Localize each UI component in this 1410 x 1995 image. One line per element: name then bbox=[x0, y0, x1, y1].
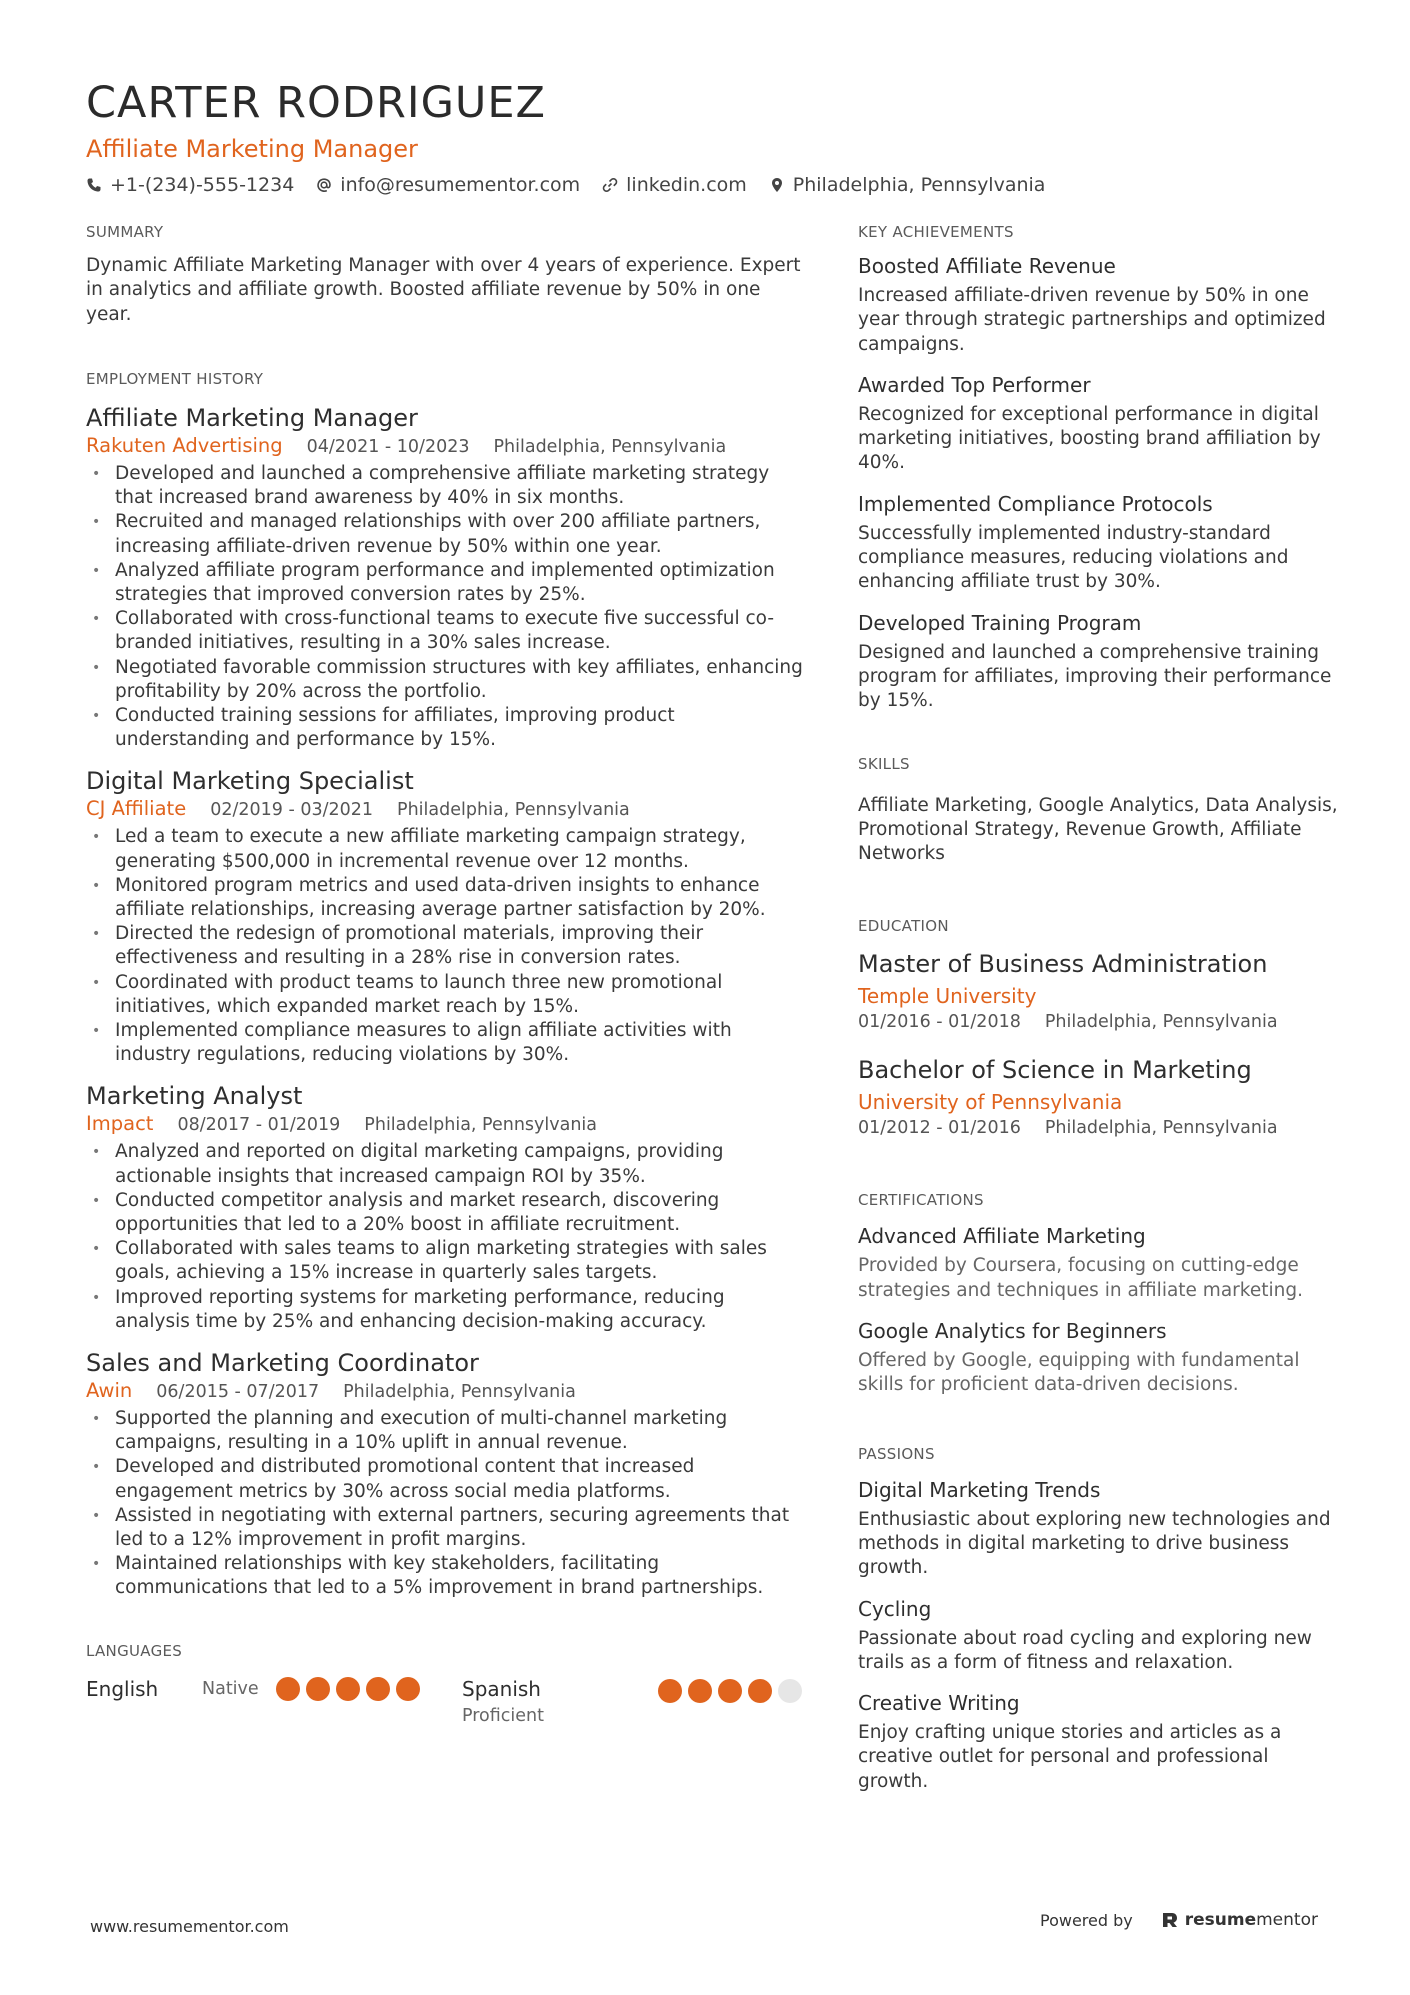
achievement-title: Boosted Affiliate Revenue bbox=[858, 254, 1116, 278]
job-company: Awin bbox=[86, 1378, 133, 1402]
job-dates: 02/2019 - 03/2021 bbox=[210, 800, 374, 821]
achievement-item bbox=[858, 371, 1338, 476]
job-meta bbox=[86, 1111, 804, 1138]
education-item bbox=[858, 1054, 1338, 1140]
education-meta bbox=[858, 1116, 1338, 1140]
language-rating bbox=[658, 1679, 802, 1729]
job-location: Philadelphia, Pennsylvania bbox=[343, 1381, 576, 1402]
rating-dot-empty bbox=[778, 1679, 802, 1703]
job-bullet: • Collaborated with cross-functional teams to execute five successful co-branded initiatives, resulting in a 30% sales increase. bbox=[86, 607, 804, 655]
contact-email[interactable] bbox=[316, 172, 580, 198]
achievement-desc: Recognized for exceptional performance in digital marketing initiatives, boosting brand affiliation by 40%. bbox=[858, 403, 1321, 474]
rating-dot-filled bbox=[748, 1679, 772, 1703]
education-degree: Master of Business Administration bbox=[858, 950, 1268, 979]
achievement-desc: Designed and launched a comprehensive training program for affiliates, improving their performance by 15%. bbox=[858, 641, 1332, 712]
language-rating bbox=[276, 1677, 420, 1703]
job-bullet: • Maintained relationships with key stakeholders, facilitating communications that led to a 5% improvement in brand partnerships. bbox=[86, 1552, 804, 1600]
rating-dot-filled bbox=[718, 1679, 742, 1703]
job-meta bbox=[86, 796, 804, 823]
job-entry bbox=[86, 766, 804, 1067]
passion-item bbox=[858, 1476, 1338, 1581]
passion-item bbox=[858, 1595, 1338, 1676]
skills-text: Affiliate Marketing, Google Analytics, Data Analysis, Promotional Strategy, Revenue Growth, Affiliate Networks bbox=[858, 794, 1338, 865]
job-bullet: • Led a team to execute a new affiliate marketing campaign strategy, generating $500,000 in incremental revenue over 12 months. bbox=[86, 825, 804, 873]
job-bullet: • Improved reporting systems for marketing performance, reducing analysis time by 25% and enhancing decision-making accuracy. bbox=[86, 1286, 804, 1334]
candidate-title: Affiliate Marketing Manager bbox=[86, 135, 418, 163]
passion-title: Cycling bbox=[858, 1596, 932, 1621]
job-bullet: • Assisted in negotiating with external partners, securing agreements that led to a 12% improvement in profit margins. bbox=[86, 1504, 804, 1552]
brand-name-bold: resume bbox=[1184, 1910, 1257, 1930]
education-school: University of Pennsylvania bbox=[858, 1090, 1123, 1115]
job-bullet: • Conducted training sessions for affiliates, improving product understanding and performance by 15%. bbox=[86, 704, 804, 752]
rating-dot-filled bbox=[276, 1677, 300, 1701]
achievement-title: Awarded Top Performer bbox=[858, 372, 1091, 397]
contact-linkedin-text: linkedin.com bbox=[626, 174, 747, 196]
passions-heading: PASSIONS bbox=[858, 1444, 935, 1463]
contact-list bbox=[86, 172, 1326, 198]
job-bullet: • Developed and distributed promotional content that increased engagement metrics by 30% across social media platforms. bbox=[86, 1455, 804, 1503]
summary-heading: SUMMARY bbox=[86, 223, 164, 241]
certifications-heading: CERTIFICATIONS bbox=[858, 1191, 984, 1210]
contact-location-text: Philadelphia, Pennsylvania bbox=[792, 174, 1046, 196]
job-entry bbox=[86, 1348, 804, 1601]
education-heading: EDUCATION bbox=[858, 917, 949, 936]
language-level: Native bbox=[202, 1678, 259, 1699]
job-bullet: • Negotiated favorable commission structures with key affiliates, enhancing profitability by 20% across the portfolio. bbox=[86, 656, 804, 704]
brand-name-light: mentor bbox=[1256, 1910, 1318, 1930]
summary-text: Dynamic Affiliate Marketing Manager with over 4 years of experience. Expert in analytics and affiliate growth. Boosted affiliate revenue by 50% in one year. bbox=[86, 255, 801, 325]
education-item bbox=[858, 948, 1338, 1034]
achievement-title: Developed Training Program bbox=[858, 610, 1142, 635]
job-meta bbox=[86, 1378, 804, 1405]
passion-desc: Passionate about road cycling and exploring new trails as a form of fitness and relaxation. bbox=[858, 1627, 1312, 1673]
certification-title: Google Analytics for Beginners bbox=[858, 1319, 1167, 1344]
rating-dot-filled bbox=[306, 1677, 330, 1701]
passion-title: Creative Writing bbox=[858, 1691, 1020, 1716]
achievement-desc: Successfully implemented industry-standard compliance measures, reducing violations and enhancing affiliate trust by 30%. bbox=[858, 522, 1289, 593]
resume-header bbox=[86, 76, 1326, 198]
job-bullets bbox=[86, 462, 804, 752]
job-bullet: • Directed the redesign of promotional materials, improving their effectiveness and resulting in a 28% rise in conversion rates. bbox=[86, 922, 804, 970]
left-column bbox=[86, 222, 804, 1729]
job-entry bbox=[86, 1081, 804, 1334]
job-title: Digital Marketing Specialist bbox=[86, 767, 414, 796]
achievement-desc: Increased affiliate-driven revenue by 50% in one year through strategic partnerships and optimized campaigns. bbox=[858, 285, 1326, 355]
education-degree: Bachelor of Science in Marketing bbox=[858, 1056, 1252, 1085]
contact-email-text: info@resumementor.com bbox=[340, 174, 581, 196]
job-bullet: • Developed and launched a comprehensive affiliate marketing strategy that increased brand awareness by 40% in six months. bbox=[86, 462, 804, 510]
rating-dot-filled bbox=[366, 1677, 390, 1701]
right-column bbox=[858, 222, 1338, 1794]
passion-desc: Enthusiastic about exploring new technologies and methods in digital marketing to drive business growth. bbox=[858, 1508, 1331, 1579]
job-bullets bbox=[86, 1407, 804, 1601]
job-company: Rakuten Advertising bbox=[86, 433, 283, 457]
job-title: Sales and Marketing Coordinator bbox=[86, 1348, 479, 1377]
job-dates: 04/2021 - 10/2023 bbox=[306, 436, 470, 457]
achievement-item bbox=[858, 609, 1338, 714]
languages-heading: LANGUAGES bbox=[86, 1641, 183, 1660]
resumementor-logo-icon bbox=[1161, 1911, 1179, 1929]
job-location: Philadelphia, Pennsylvania bbox=[364, 1115, 598, 1136]
language-item bbox=[86, 1675, 446, 1703]
education-dates: 01/2012 - 01/2016 bbox=[858, 1118, 1021, 1139]
language-name: English bbox=[86, 1676, 159, 1701]
contact-linkedin[interactable] bbox=[602, 172, 747, 198]
phone-icon bbox=[86, 177, 102, 193]
job-bullet: • Conducted competitor analysis and market research, discovering opportunities that led to a 20% boost in affiliate recruitment. bbox=[86, 1189, 804, 1237]
location-pin-icon bbox=[769, 177, 785, 193]
job-bullet: • Supported the planning and execution of multi-channel marketing campaigns, resulting in a 10% uplift in annual revenue. bbox=[86, 1407, 804, 1455]
job-bullet: • Coordinated with product teams to launch three new promotional initiatives, which expanded market reach by 15%. bbox=[86, 971, 804, 1019]
brand-logo[interactable] bbox=[1161, 1910, 1318, 1930]
rating-dot-filled bbox=[336, 1677, 360, 1701]
certification-title: Advanced Affiliate Marketing bbox=[858, 1224, 1146, 1249]
link-icon bbox=[602, 177, 618, 193]
at-icon bbox=[316, 177, 332, 193]
rating-dot-filled bbox=[396, 1677, 420, 1701]
job-bullet: • Collaborated with sales teams to align marketing strategies with sales goals, achieving a 15% increase in quarterly sales targets. bbox=[86, 1237, 804, 1285]
rating-dot-filled bbox=[658, 1679, 682, 1703]
achievement-item bbox=[858, 252, 1338, 357]
education-school: Temple University bbox=[858, 984, 1037, 1009]
contact-location bbox=[769, 172, 1046, 198]
job-meta bbox=[86, 433, 804, 460]
language-text bbox=[462, 1675, 544, 1729]
job-company: CJ Affiliate bbox=[86, 797, 187, 821]
job-bullet: • Recruited and managed relationships with over 200 affiliate partners, increasing affiliate-driven revenue by 50% within one year. bbox=[86, 510, 804, 558]
language-name: Spanish bbox=[462, 1676, 541, 1701]
job-bullet: • Implemented compliance measures to align affiliate activities with industry regulations, reducing violations by 30%. bbox=[86, 1019, 804, 1067]
achievements-heading: KEY ACHIEVEMENTS bbox=[858, 223, 1014, 241]
job-location: Philadelphia, Pennsylvania bbox=[493, 436, 727, 457]
job-company: Impact bbox=[86, 1112, 154, 1136]
language-item bbox=[462, 1675, 802, 1729]
employment-heading: EMPLOYMENT HISTORY bbox=[86, 369, 264, 388]
job-bullet: • Analyzed affiliate program performance and implemented optimization strategies that improved conversion rates by 25%. bbox=[86, 559, 804, 607]
powered-by-label: Powered by bbox=[1040, 1910, 1133, 1930]
job-title: Affiliate Marketing Manager bbox=[86, 403, 418, 432]
certification-desc: Offered by Google, equipping with fundamental skills for proficient data-driven decisions. bbox=[858, 1350, 1300, 1396]
job-bullet: • Monitored program metrics and used data-driven insights to enhance affiliate relationships, increasing average partner satisfaction by 20%. bbox=[86, 874, 804, 922]
passion-item bbox=[858, 1689, 1338, 1794]
achievement-item bbox=[858, 490, 1338, 595]
job-dates: 08/2017 - 01/2019 bbox=[177, 1115, 341, 1136]
job-bullet: • Analyzed and reported on digital marketing campaigns, providing actionable insights that increased campaign ROI by 35%. bbox=[86, 1140, 804, 1188]
certification-item bbox=[858, 1317, 1338, 1398]
footer-website[interactable]: www.resumementor.com bbox=[90, 1917, 289, 1936]
education-location: Philadelphia, Pennsylvania bbox=[1044, 1118, 1278, 1139]
contact-phone-text: +1-(234)-555-1234 bbox=[110, 174, 295, 196]
job-entry bbox=[86, 403, 804, 752]
education-meta bbox=[858, 1010, 1338, 1034]
candidate-name: CARTER RODRIGUEZ bbox=[86, 78, 546, 128]
passion-desc: Enjoy crafting unique stories and articles as a creative outlet for personal and professional growth. bbox=[858, 1722, 1282, 1792]
certification-desc: Provided by Coursera, focusing on cutting-edge strategies and techniques in affiliate marketing. bbox=[858, 1255, 1303, 1301]
skills-heading: SKILLS bbox=[858, 754, 910, 773]
certification-item bbox=[858, 1222, 1338, 1303]
education-dates: 01/2016 - 01/2018 bbox=[858, 1012, 1021, 1033]
footer-branding bbox=[1040, 1910, 1318, 1930]
job-title: Marketing Analyst bbox=[86, 1082, 303, 1111]
job-location: Philadelphia, Pennsylvania bbox=[397, 800, 630, 821]
achievement-title: Implemented Compliance Protocols bbox=[858, 491, 1213, 516]
job-dates: 06/2015 - 07/2017 bbox=[156, 1381, 320, 1402]
languages-row bbox=[86, 1675, 804, 1729]
contact-phone bbox=[86, 172, 294, 198]
language-level: Proficient bbox=[462, 1705, 544, 1726]
education-location: Philadelphia, Pennsylvania bbox=[1044, 1012, 1278, 1033]
passion-title: Digital Marketing Trends bbox=[858, 1477, 1101, 1502]
job-bullets bbox=[86, 1140, 804, 1334]
rating-dot-filled bbox=[688, 1679, 712, 1703]
job-bullets bbox=[86, 825, 804, 1067]
